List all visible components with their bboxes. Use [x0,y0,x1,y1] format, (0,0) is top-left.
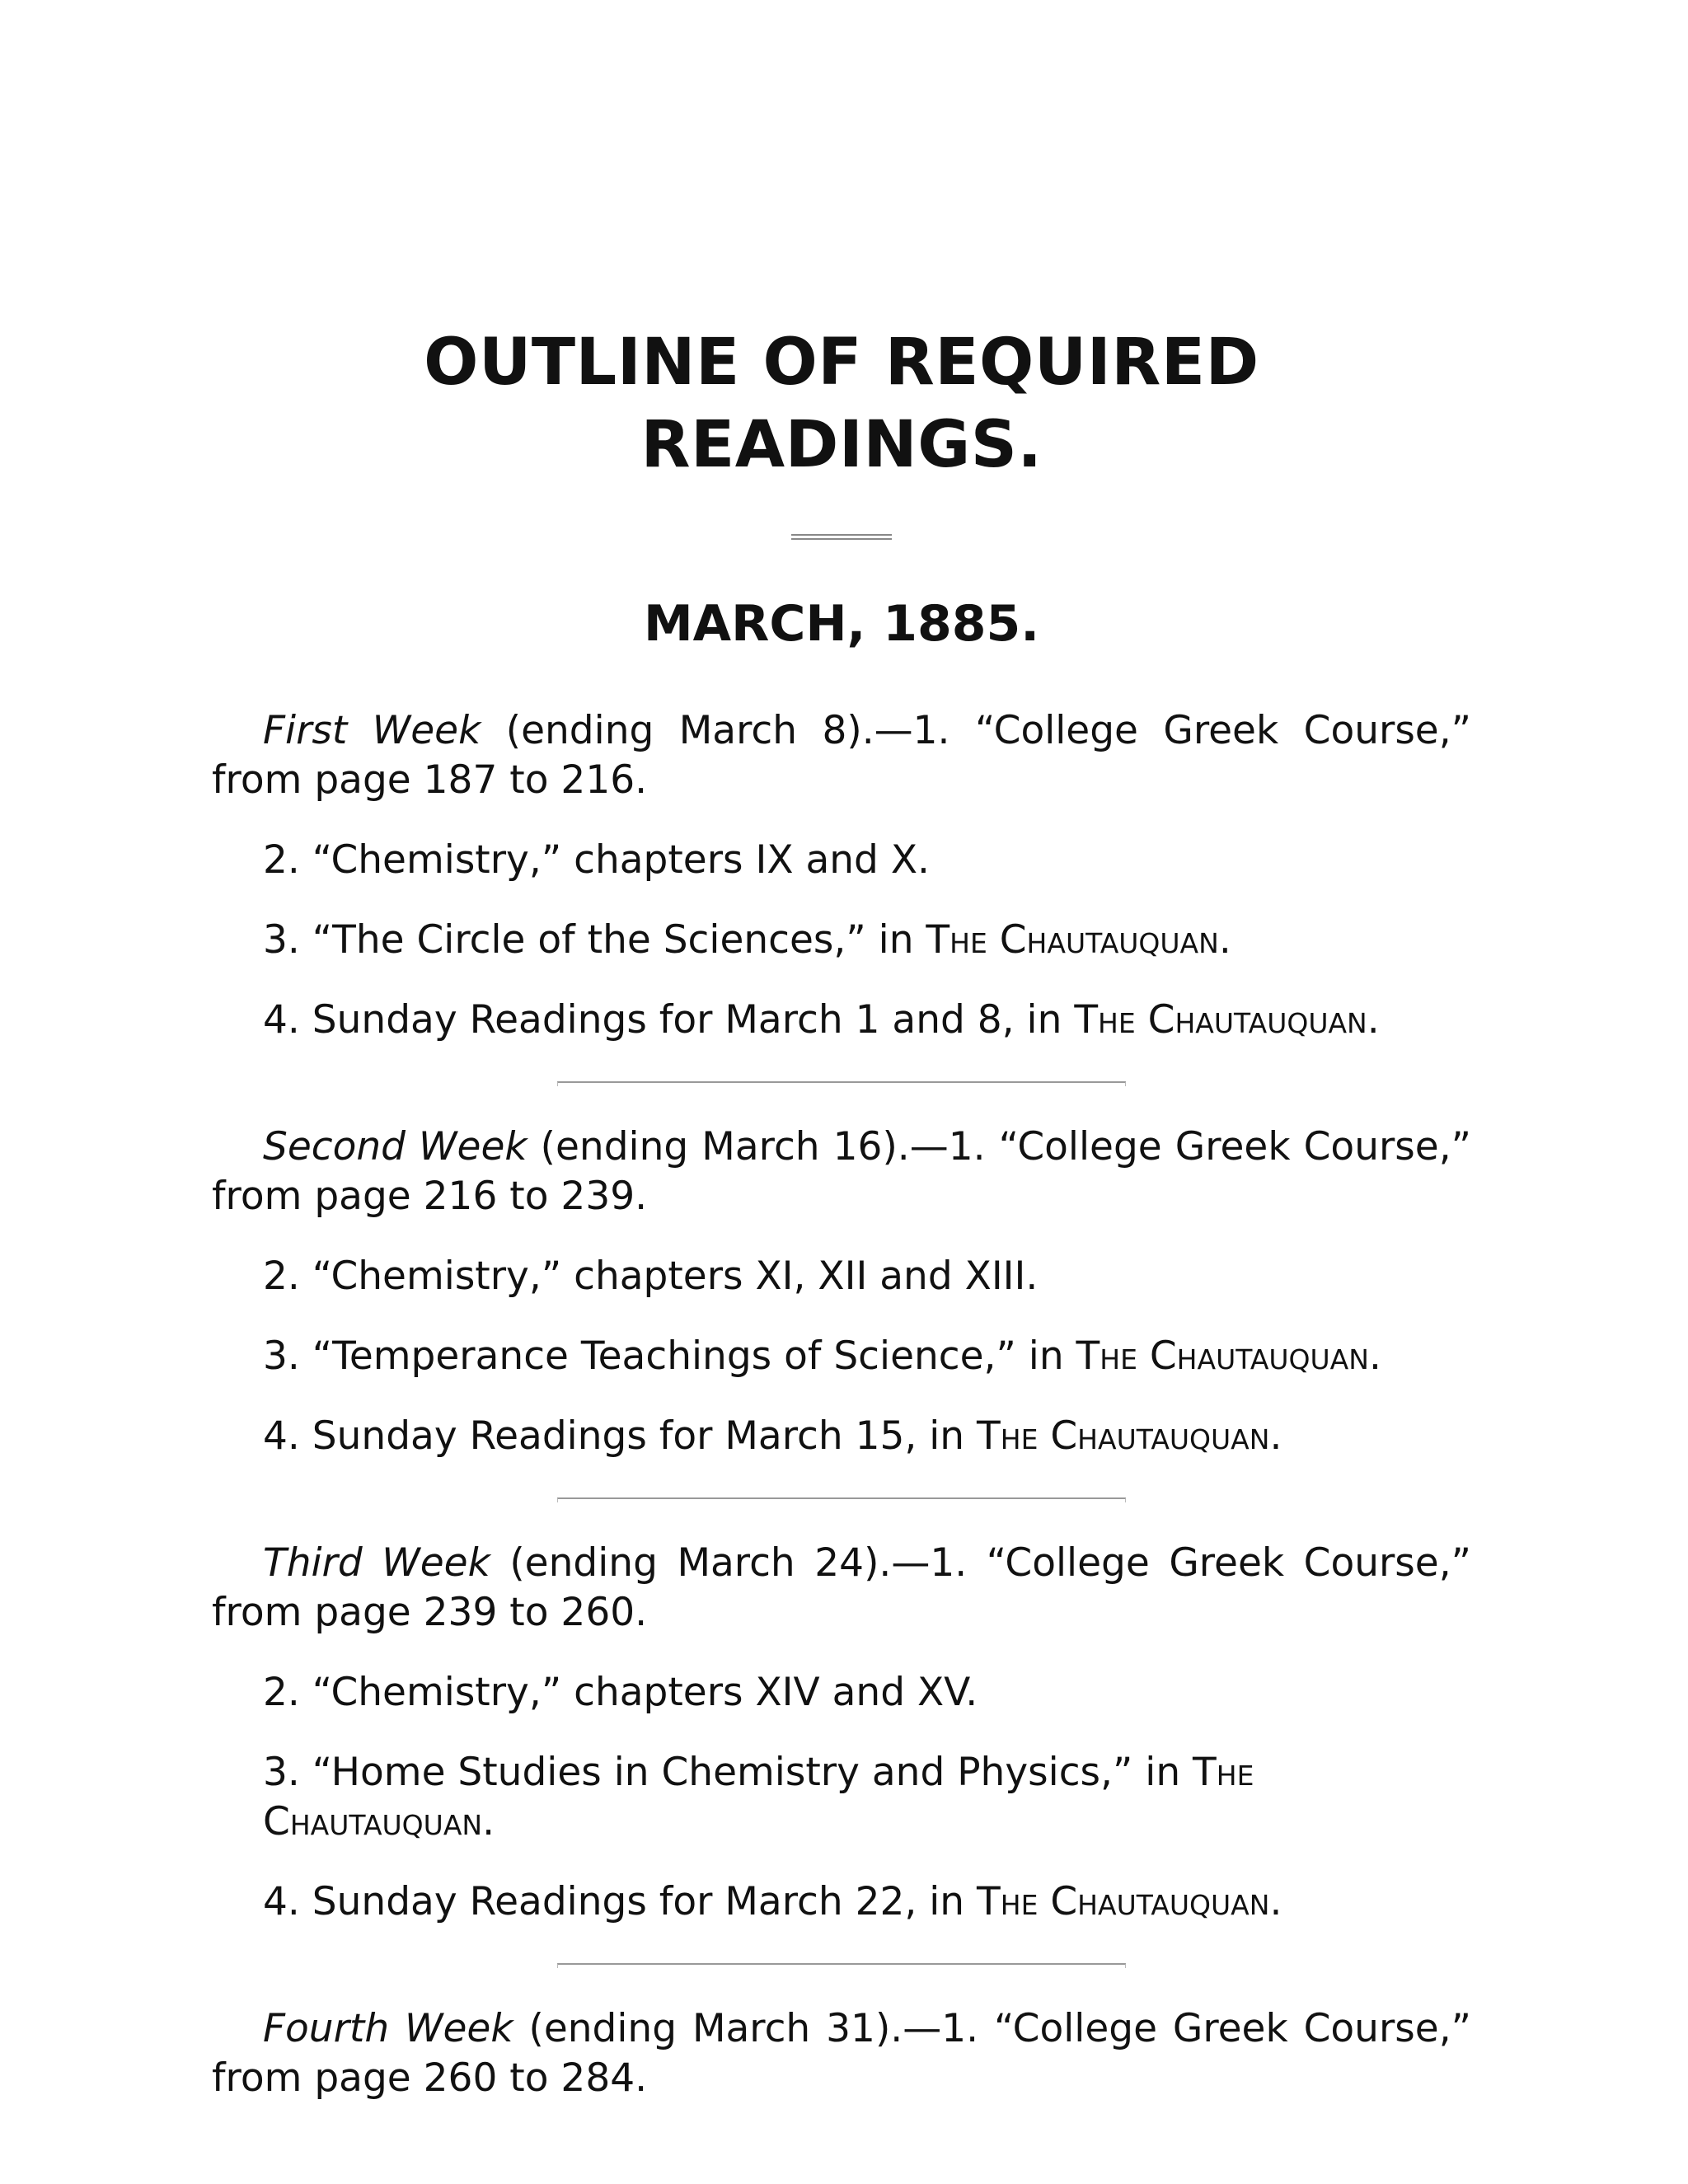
title-rule [791,534,892,540]
publication-name: The Chautauquan [1076,1333,1369,1379]
week-section [212,2004,1471,2103]
week-intro-text: (ending March 31).—1. “College Greek Course,” from page 260 to 284. [212,2006,1471,2101]
reading-item: 2. “Chemistry,” chapters IX and X. [263,837,930,883]
document-page [212,321,1471,2103]
week-intro [212,1539,1471,1638]
week-label: Second Week [263,1124,528,1169]
week-section [212,1122,1471,1461]
week-intro-text: (ending March 8).—1. “College Greek Course,” from page 187 to 216. [212,708,1472,803]
reading-item: 3. “The Circle of the Sciences,” in The Chautauquan. [263,917,1231,963]
week-intro [212,1122,1471,1221]
week-label: Fourth Week [263,2006,513,2051]
week-label: First Week [263,708,481,753]
publication-name: The Chautauquan [926,917,1219,963]
week-intro-text: (ending March 16).—1. “College Greek Course,” from page 216 to 239. [212,1124,1471,1219]
week-section [212,1539,1471,1927]
reading-item: 4. Sunday Readings for March 22, in The Chautauquan. [263,1879,1282,1924]
publication-name: The Chautauquan [977,1413,1270,1459]
section-divider [557,1963,1126,1968]
reading-item: 4. Sunday Readings for March 15, in The Chautauquan. [263,1413,1282,1459]
week-intro-text: (ending March 24).—1. “College Greek Course,” from page 239 to 260. [212,1540,1471,1635]
week-section [212,706,1471,1045]
reading-item: 3. “Home Studies in Chemistry and Physics,” in The Chautauquan. [263,1750,1254,1844]
page-title: OUTLINE OF REQUIRED READINGS. [424,326,1259,482]
publication-name: The Chautauquan [977,1879,1270,1924]
week-intro [212,2004,1471,2103]
reading-item: 3. “Temperance Teachings of Science,” in The Chautauquan. [263,1333,1381,1379]
section-divider [557,1081,1126,1086]
section-divider [557,1497,1126,1502]
page-subtitle: MARCH, 1885. [643,595,1040,653]
week-label: Third Week [263,1540,490,1586]
reading-item: 4. Sunday Readings for March 1 and 8, in The Chautauquan. [263,997,1380,1043]
reading-item: 2. “Chemistry,” chapters XI, XII and XIII. [263,1254,1039,1299]
publication-name: The Chautauquan [1074,997,1367,1043]
reading-item: 2. “Chemistry,” chapters XIV and XV. [263,1670,978,1715]
publication-name: The Chautauquan [263,1750,1254,1844]
week-intro [212,706,1471,805]
